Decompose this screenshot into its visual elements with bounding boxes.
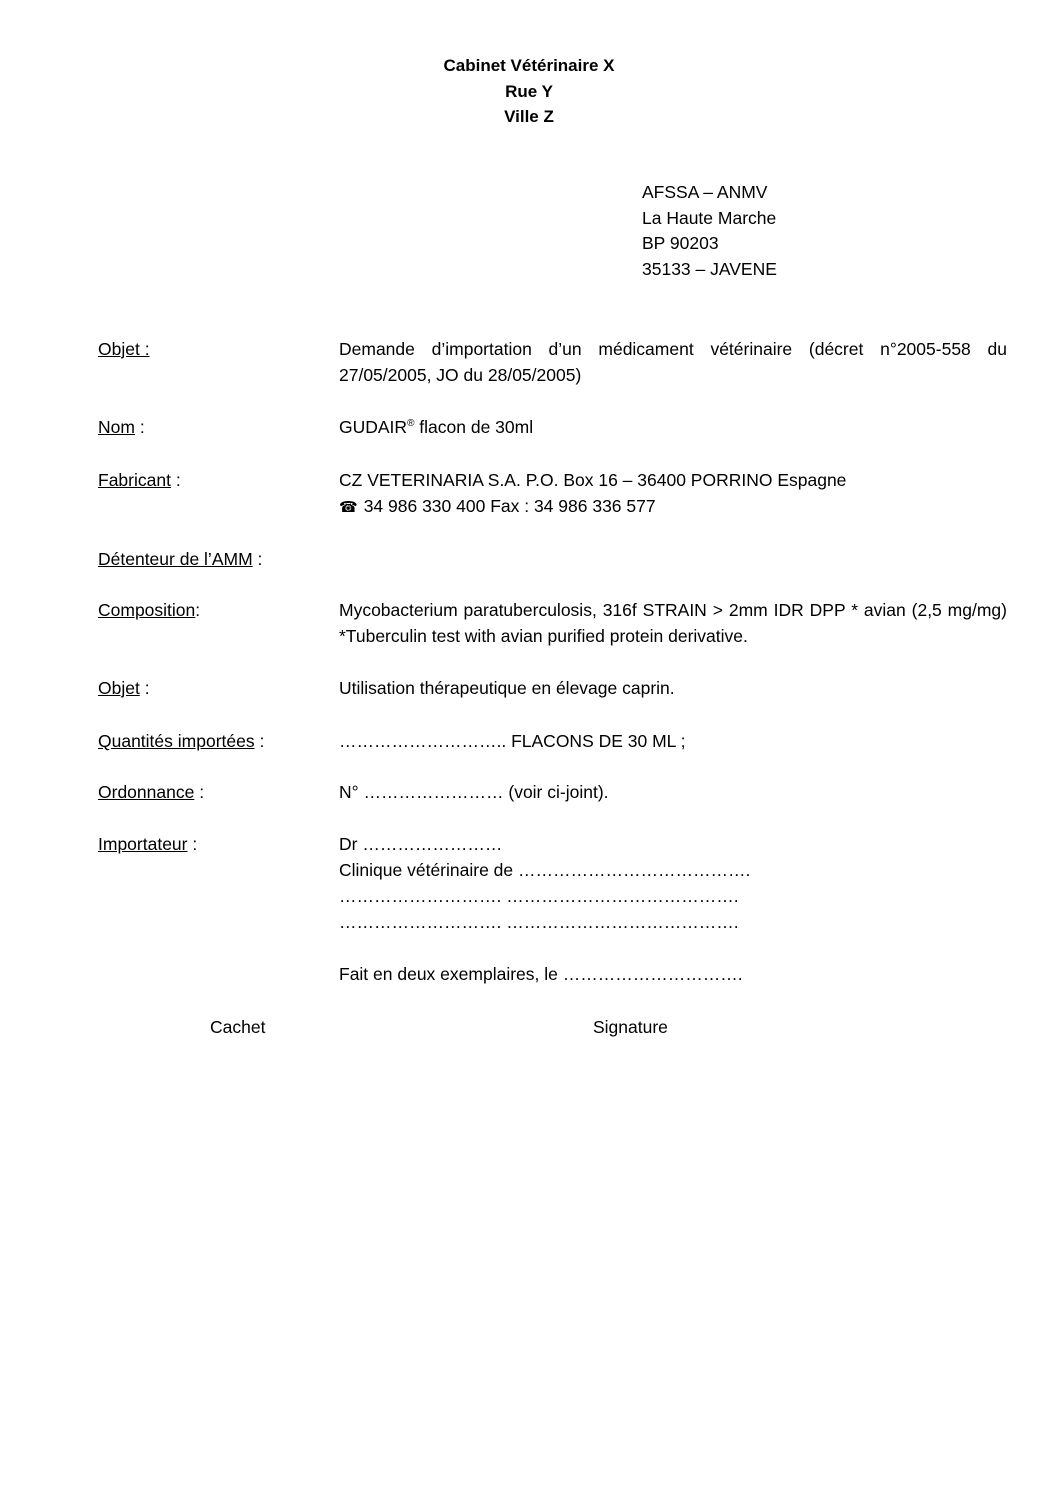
importateur-clinic: Clinique vétérinaire de …………………………………. bbox=[339, 860, 751, 880]
recipient-address bbox=[642, 180, 777, 282]
composition-label-suffix: : bbox=[195, 600, 201, 620]
fabricant-label: Fabricant bbox=[98, 470, 171, 490]
product-name: GUDAIR bbox=[339, 417, 408, 437]
importateur-value bbox=[339, 831, 1007, 935]
ordonnance-label: Ordonnance bbox=[98, 782, 195, 802]
nom-value bbox=[339, 414, 1007, 440]
quantites-label-suffix: : bbox=[254, 731, 265, 751]
nom-label: Nom bbox=[98, 417, 135, 437]
importateur-doctor: Dr …………………… bbox=[339, 834, 503, 854]
product-detail: flacon de 30ml bbox=[414, 417, 534, 437]
ordonnance-value: N° …………………… (voir ci-joint). bbox=[339, 782, 609, 802]
sender-street: Rue Y bbox=[505, 81, 553, 101]
recipient-line-3: BP 90203 bbox=[642, 233, 719, 253]
sender-city: Ville Z bbox=[504, 107, 554, 126]
fait-value: Fait en deux exemplaires, le …………………………. bbox=[339, 964, 743, 984]
nom-label-suffix: : bbox=[134, 417, 145, 437]
composition-value: Mycobacterium paratuberculosis, 316f STRAIN > 2mm IDR DPP * avian (2,5 mg/mg) *Tuberculin test with avian purified protein derivative. bbox=[339, 600, 1007, 646]
quantites-value: ……………………….. FLACONS DE 30 ML ; bbox=[339, 731, 686, 751]
importateur-label-suffix: : bbox=[187, 834, 198, 854]
objet-usage-label-suffix: : bbox=[139, 678, 150, 698]
cachet-label: Cachet bbox=[210, 1017, 266, 1037]
fabricant-label-suffix: : bbox=[170, 470, 181, 490]
composition-label: Composition bbox=[98, 600, 196, 620]
objet-usage-label: Objet bbox=[98, 678, 140, 698]
recipient-line-2: La Haute Marche bbox=[642, 207, 777, 228]
objet-usage-value: Utilisation thérapeutique en élevage caprin. bbox=[339, 678, 675, 698]
importateur-address-1: ………………………. …………………………………. bbox=[339, 886, 739, 906]
recipient-line-4: 35133 – JAVENE bbox=[642, 258, 777, 279]
objet-label: Objet : bbox=[98, 339, 150, 359]
fabricant-phone-line bbox=[339, 493, 1007, 521]
signature-label: Signature bbox=[593, 1017, 668, 1037]
detenteur-label: Détenteur de l’AMM bbox=[98, 549, 253, 569]
importateur-label: Importateur bbox=[98, 834, 188, 854]
phone-icon: ☎ bbox=[339, 499, 358, 516]
registered-mark: ® bbox=[407, 418, 415, 430]
objet-value: Demande d’importation d’un médicament vétérinaire (décret n°2005-558 du 27/05/2005, JO du 28/05/2005) bbox=[339, 339, 1007, 385]
fabricant-address: CZ VETERINARIA S.A. P.O. Box 16 – 36400 PORRINO Espagne bbox=[339, 470, 847, 490]
detenteur-label-suffix: : bbox=[252, 549, 263, 569]
quantites-label: Quantités importées bbox=[98, 731, 255, 751]
ordonnance-label-suffix: : bbox=[194, 782, 205, 802]
letterhead bbox=[0, 53, 1058, 130]
sender-name: Cabinet Vétérinaire X bbox=[443, 56, 615, 75]
importateur-address-2: ………………………. …………………………………. bbox=[339, 912, 739, 932]
recipient-line-1: AFSSA – ANMV bbox=[642, 182, 768, 202]
fabricant-phone: 34 986 330 400 Fax : 34 986 336 577 bbox=[363, 496, 656, 516]
fabricant-value bbox=[339, 467, 1007, 521]
